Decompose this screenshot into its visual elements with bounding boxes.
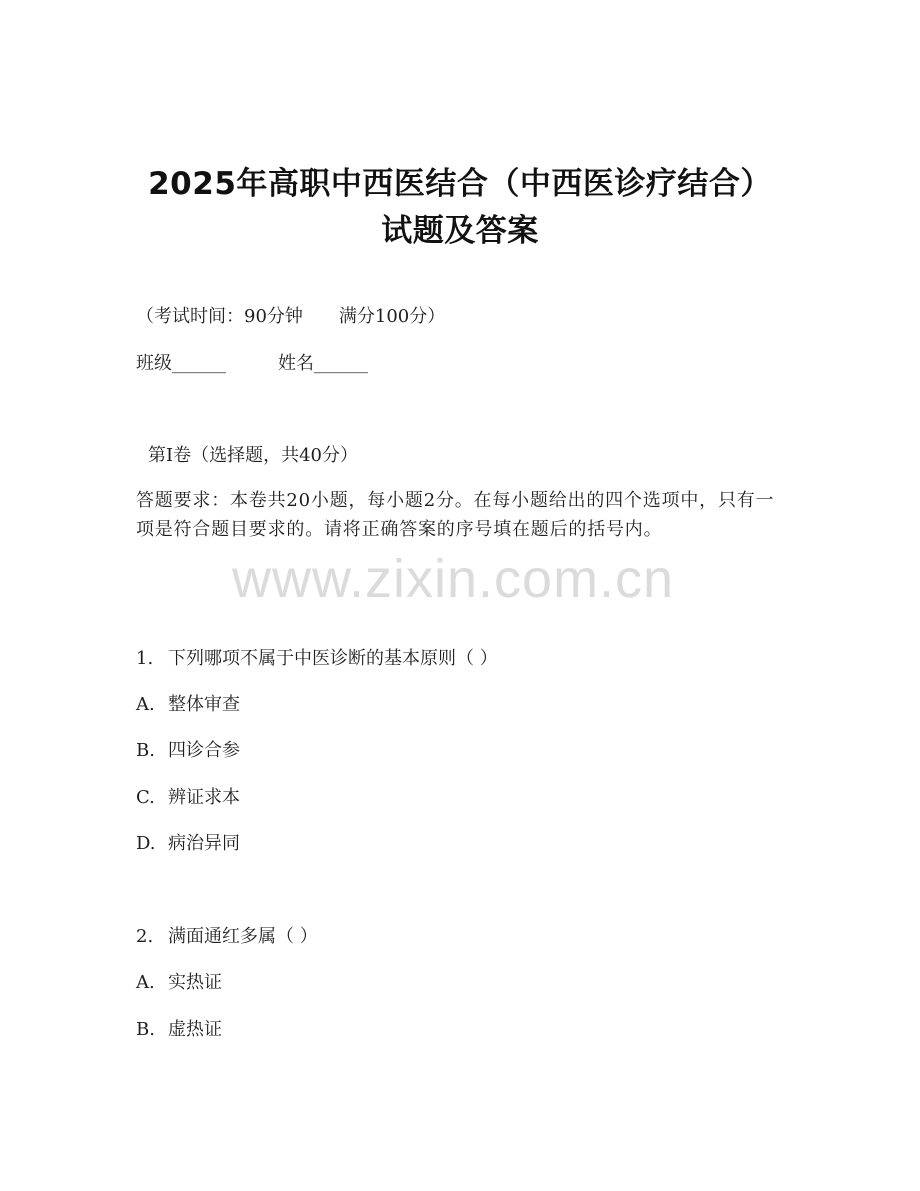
option-letter: C.	[136, 787, 155, 808]
option-2b	[136, 1015, 222, 1041]
page-title-line1: 2025年高职中西医结合（中西医诊疗结合）	[148, 166, 772, 202]
option-letter: A.	[136, 694, 155, 715]
question-text: 下列哪项不属于中医诊断的基本原则（ ）	[168, 648, 498, 669]
option-text: 整体审查	[168, 694, 240, 715]
option-text: 实热证	[168, 972, 222, 993]
question-1	[136, 644, 498, 670]
question-number: 2.	[136, 926, 154, 947]
exam-score: 满分100分）	[338, 306, 446, 327]
option-1c	[136, 783, 240, 809]
option-letter: D.	[136, 833, 156, 854]
option-letter: B.	[136, 740, 155, 761]
option-letter: B.	[136, 1019, 155, 1040]
exam-time: （考试时间：90分钟	[136, 306, 303, 327]
option-2a	[136, 968, 222, 994]
question-text: 满面通红多属（ ）	[168, 926, 318, 947]
name-field: 姓名______	[278, 353, 368, 374]
exam-info	[136, 302, 445, 328]
option-letter: A.	[136, 972, 155, 993]
student-info	[136, 349, 368, 375]
instructions: 答题要求：本卷共20小题，每小题2分。在每小题给出的四个选项中，只有一项是符合题目要求的。请将正确答案的序号填在题后的括号内。	[136, 490, 775, 540]
question-number: 1.	[136, 648, 154, 669]
option-1a	[136, 690, 240, 716]
section-title: 第I卷（选择题，共40分）	[148, 445, 359, 466]
question-2	[136, 922, 318, 948]
option-1b	[136, 736, 240, 762]
page-title-line2: 试题及答案	[381, 213, 539, 249]
option-text: 虚热证	[168, 1019, 222, 1040]
option-text: 病治异同	[168, 833, 240, 854]
option-1d	[136, 829, 240, 855]
watermark: www.zixin.com.cn	[232, 549, 675, 609]
option-text: 四诊合参	[168, 740, 240, 761]
class-field: 班级______	[136, 353, 226, 374]
option-text: 辨证求本	[168, 787, 240, 808]
